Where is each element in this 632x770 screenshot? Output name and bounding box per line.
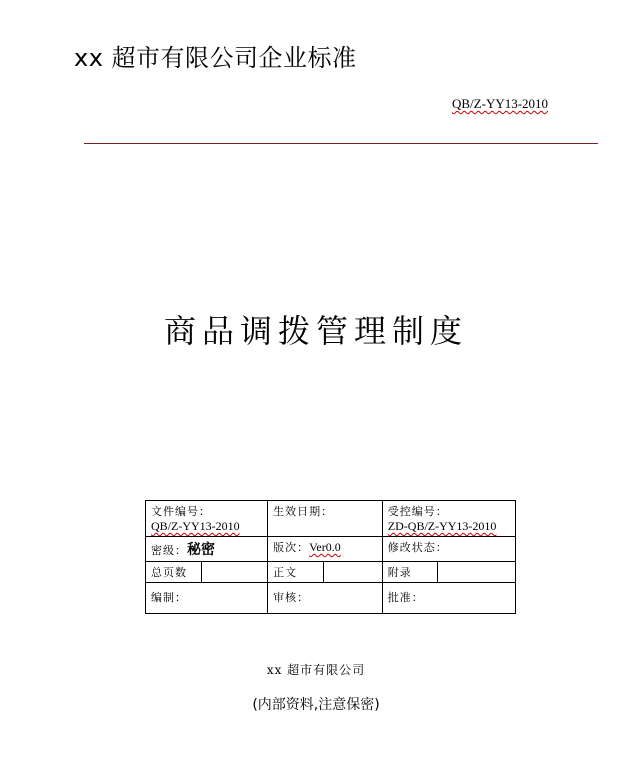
total-pages-label: 总页数 [151, 566, 187, 579]
reviewed-label: 审核： [273, 591, 310, 604]
appendix-label: 附录 [387, 566, 412, 579]
control-no-value: ZD-QB/Z-YY13-2010 [387, 519, 497, 533]
footer-company: xx 超市有限公司 [266, 663, 366, 677]
document-code: QB/Z-YY13-2010 [452, 96, 549, 111]
main-text-label: 正文 [273, 566, 298, 579]
file-no-value: QB/Z-YY13-2010 [151, 519, 240, 533]
header-divider [84, 143, 598, 144]
approved-label: 批准： [387, 591, 424, 604]
version-value: Ver0.0 [309, 540, 341, 554]
secrecy-label: 密级： [151, 544, 187, 557]
document-title: 商品调拨管理制度 [163, 312, 468, 350]
revision-label: 修改状态： [387, 541, 448, 554]
secrecy-value: 秘密 [187, 542, 215, 558]
version-label: 版次： [273, 541, 310, 554]
company-standard-title: xx 超市有限公司企业标准 [74, 44, 357, 72]
document-info-table [145, 500, 516, 614]
file-no-label: 文件编号： [151, 505, 211, 518]
effective-date-label: 生效日期： [273, 505, 334, 518]
control-no-label: 受控编号： [387, 505, 448, 518]
footer-confidential-note: (内部资料,注意保密) [252, 697, 380, 713]
prepared-label: 编制： [151, 591, 187, 604]
